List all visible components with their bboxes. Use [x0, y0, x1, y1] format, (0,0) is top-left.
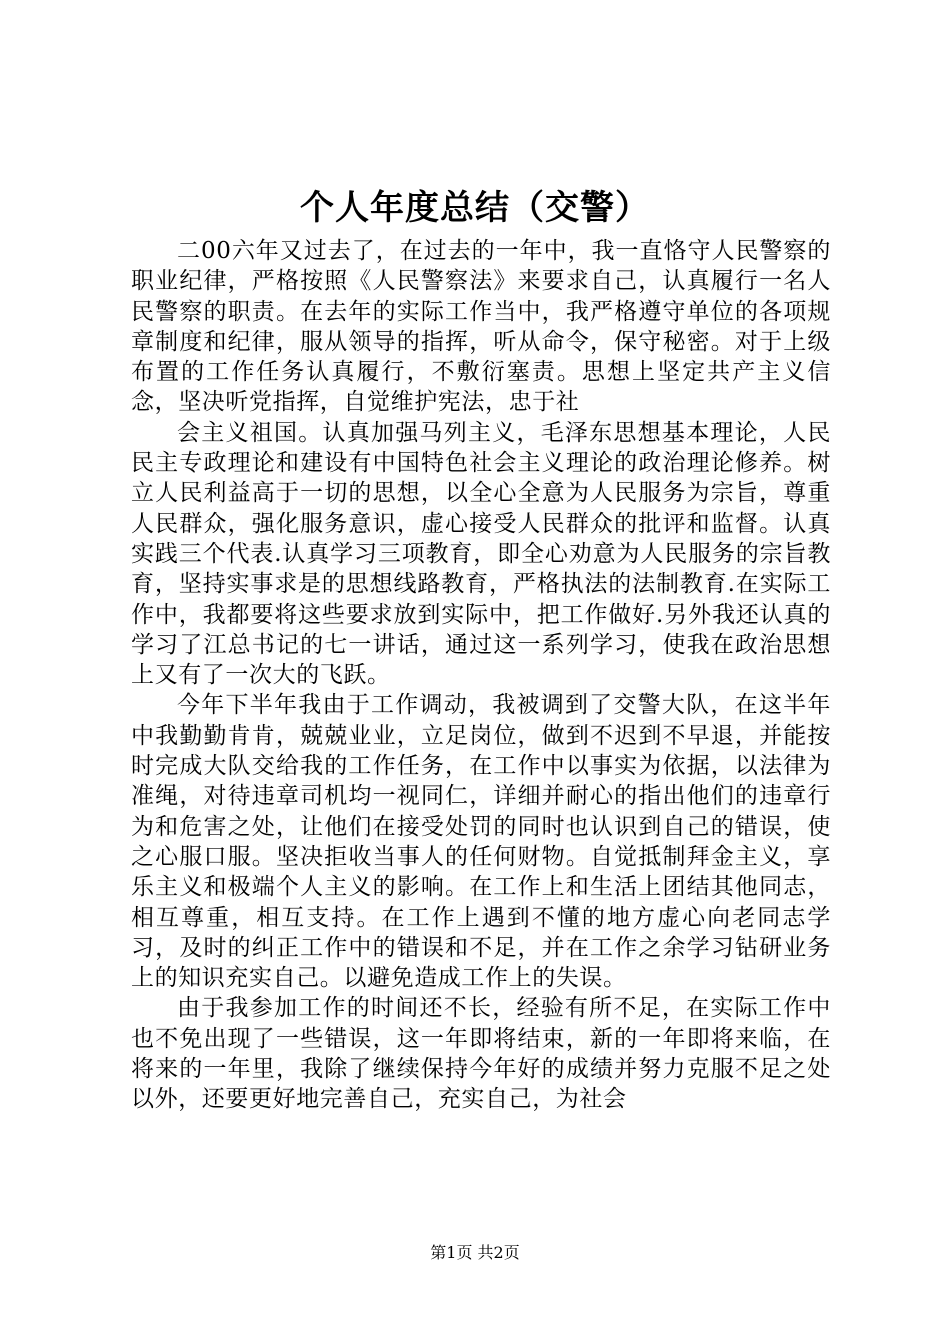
paragraph-2: 会主义祖国。认真加强马列主义，毛泽东思想基本理论，人民民主专政理论和建设有中国特色社会主义理论的政治理论修养。树立人民利益高于一切的思想，以全心全意为人民服务为宗旨，尊重人民群众，强化服务意识，虚心接受人民群众的批评和监督。认真实践三个代表.认真学习三项教育，即全心劝意为人民服务的宗旨教育，坚持实事求是的思想线路教育，严格执法的法制教育.在实际工作中，我都要将这些要求放到实际中，把工作做好.另外我还认真的学习了江总书记的七一讲话，通过这一系列学习，使我在政治思想上又有了一次大的飞跃。 — [131, 419, 831, 689]
paragraph-4: 由于我参加工作的时间还不长，经验有所不足，在实际工作中也不免出现了一些错误，这一年即将结束，新的一年即将来临，在将来的一年里，我除了继续保持今年好的成绩并努力克服不足之处以外，还要更好地完善自己，充实自己，为社会 — [131, 995, 831, 1113]
paragraph-1: 二00六年又过去了，在过去的一年中，我一直恪守人民警察的职业纪律，严格按照《人民警察法》来要求自己，认真履行一名人民警察的职责。在去年的实际工作当中，我严格遵守单位的各项规章制度和纪律，服从领导的指挥，听从命令，保守秘密。对于上级布置的工作任务认真履行，不敷衍塞责。思想上坚定共产主义信念，坚决听党指挥，自觉维护宪法，忠于社 — [131, 238, 831, 416]
document-title: 个人年度总结（交警） — [300, 188, 650, 228]
paragraph-3: 今年下半年我由于工作调动，我被调到了交警大队，在这半年中我勤勤肯肯，兢兢业业，立足岗位，做到不迟到不早退，并能按时完成大队交给我的工作任务，在工作中以事实为依据，以法律为准绳，对待违章司机均一视同仁，详细并耐心的指出他们的违章行为和危害之处，让他们在接受处罚的同时也认识到自己的错误，使之心服口服。坚决拒收当事人的任何财物。自觉抵制拜金主义，享乐主义和极端个人主义的影响。在工作上和生活上团结其他同志，相互尊重，相互支持。在工作上遇到不懂的地方虚心向老同志学习，及时的纠正工作中的错误和不足，并在工作之余学习钻研业务上的知识充实自己。以避免造成工作上的失误。 — [131, 692, 831, 992]
document-body — [131, 236, 831, 1115]
page-footer: 第1页 共2页 — [430, 1243, 520, 1262]
